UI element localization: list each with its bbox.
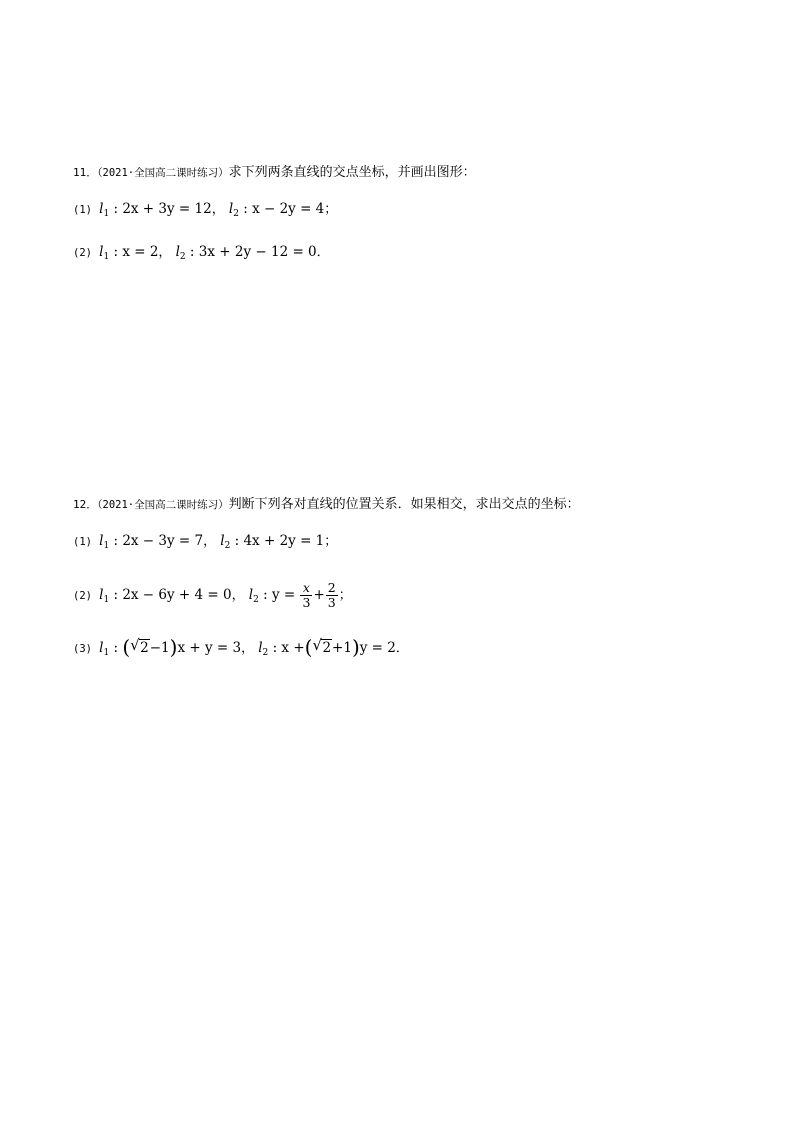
equation-l2: $l_2$ : 3x + 2y − 12 = 0 bbox=[175, 244, 317, 262]
question-12-header bbox=[73, 495, 580, 515]
equation-l1: $l_1$ : 2x − 3y = 7 bbox=[99, 533, 204, 551]
equation-l2: $l_2$ : y = $\frac{x}{3}$ + $\frac{2}{3}$ bbox=[248, 580, 336, 610]
equation-l1: $l_1$ : ( √ 2−1)x + y = 3 bbox=[99, 635, 242, 659]
question-number: 11． bbox=[73, 166, 98, 179]
separator: ， bbox=[241, 641, 255, 656]
question-prompt: 判断下列各对直线的位置关系．如果相交，求出交点的坐标： bbox=[228, 497, 580, 512]
question-12-part-3 bbox=[73, 634, 409, 666]
sqrt-2: √ 2 bbox=[312, 636, 332, 656]
equation-l2: $l_2$ : x − 2y = 4 bbox=[228, 201, 325, 219]
terminator: ； bbox=[338, 588, 352, 603]
fraction-2-over-3: $\frac{2}{3}$ bbox=[327, 580, 336, 610]
separator: ， bbox=[158, 245, 172, 260]
sqrt-2: √ 2 bbox=[130, 636, 149, 656]
fraction-x-over-3: $\frac{x}{3}$ bbox=[302, 580, 311, 610]
question-12-part-1 bbox=[73, 531, 337, 556]
question-number: 12． bbox=[73, 498, 98, 511]
separator: ， bbox=[211, 202, 225, 217]
terminator: ． bbox=[395, 641, 409, 656]
question-source: （2021·全国高二课时练习） bbox=[97, 167, 229, 179]
separator: ， bbox=[231, 588, 245, 603]
terminator: ． bbox=[316, 245, 330, 260]
equation-l2: $l_2$ : x +( √ 2+1)y = 2 bbox=[258, 635, 396, 659]
part-label: (3) bbox=[73, 643, 92, 655]
part-label: (1) bbox=[73, 536, 92, 548]
question-11-part-2 bbox=[73, 242, 330, 267]
question-12-part-2 bbox=[73, 578, 352, 617]
part-label: (2) bbox=[73, 247, 92, 259]
separator: ， bbox=[203, 534, 217, 549]
terminator: ； bbox=[324, 202, 338, 217]
question-11-part-1 bbox=[73, 199, 337, 224]
equation-l1: $l_1$ : 2x + 3y = 12 bbox=[99, 201, 212, 219]
part-label: (1) bbox=[73, 204, 92, 216]
terminator: ； bbox=[324, 534, 338, 549]
equation-l1: $l_1$ : 2x − 6y + 4 = 0 bbox=[99, 587, 232, 605]
equation-l1: $l_1$ : x = 2 bbox=[99, 244, 159, 262]
part-label: (2) bbox=[73, 590, 92, 602]
question-prompt: 求下列两条直线的交点坐标，并画出图形： bbox=[228, 165, 476, 180]
equation-l2: $l_2$ : 4x + 2y = 1 bbox=[220, 533, 325, 551]
question-source: （2021·全国高二课时练习） bbox=[97, 499, 229, 511]
question-11-header bbox=[73, 163, 476, 183]
